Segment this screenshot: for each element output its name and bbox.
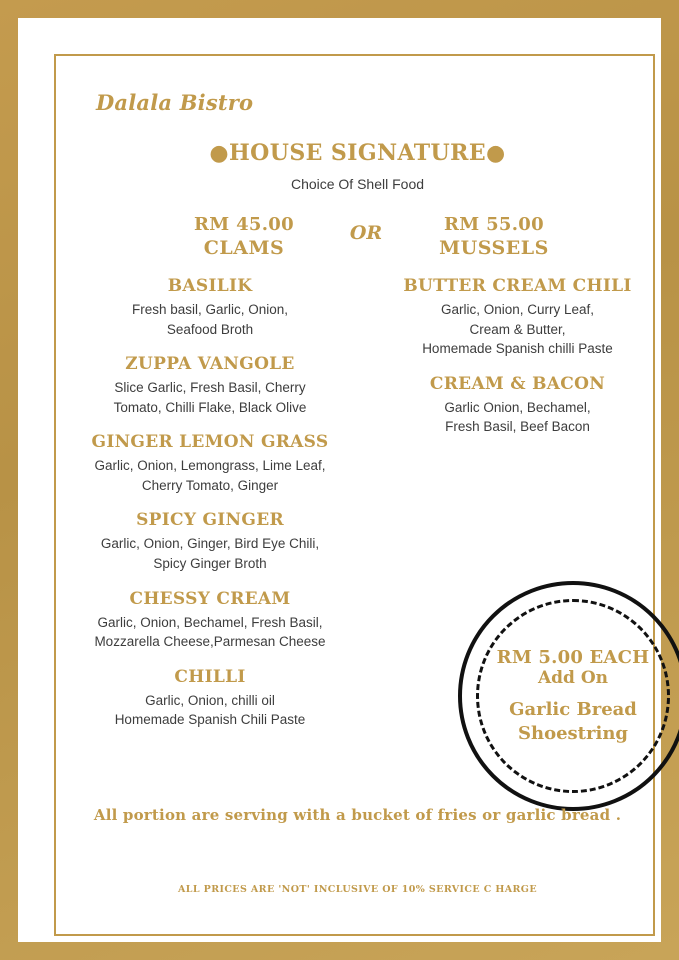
menu-item-desc: Garlic, Onion, Curry Leaf, Cream & Butter, Homemade Spanish chilli Paste bbox=[422, 302, 613, 357]
menu-item bbox=[374, 276, 661, 359]
menu-content bbox=[54, 54, 661, 942]
menu-item-desc: Garlic Onion, Bechamel, Fresh Basil, Beef Bacon bbox=[444, 399, 591, 435]
menu-item-name: CHILLI bbox=[174, 666, 246, 687]
menu-item bbox=[60, 510, 360, 573]
price-option-mussels bbox=[384, 214, 604, 260]
menu-item bbox=[60, 276, 360, 339]
price-amount: RM 45.00 bbox=[194, 214, 294, 235]
price-name: CLAMS bbox=[203, 236, 285, 259]
menu-item-desc: Fresh basil, Garlic, Onion, Seafood Broth bbox=[131, 302, 289, 337]
price-option-clams bbox=[144, 214, 344, 260]
service-charge-footer: ALL PRICES ARE 'NOT' INCLUSIVE OF 10% SERVICE C HARGE bbox=[178, 884, 537, 895]
menu-item-desc: Garlic, Onion, chilli oil Homemade Spanish Chili Paste bbox=[114, 692, 306, 728]
add-on-stamp-inner bbox=[476, 599, 670, 793]
price-amount: RM 55.00 bbox=[444, 214, 544, 235]
menu-item-desc: Garlic, Onion, Bechamel, Fresh Basil, Mozzarella Cheese,Parmesan Cheese bbox=[94, 614, 326, 650]
menu-item bbox=[60, 354, 360, 417]
menu-page bbox=[18, 18, 661, 942]
section-subtitle: Choice Of Shell Food bbox=[290, 176, 425, 192]
menu-item bbox=[374, 374, 661, 437]
add-on-item-1: Garlic Bread bbox=[509, 699, 637, 721]
price-name: MUSSELS bbox=[439, 236, 549, 259]
menu-item-desc: Slice Garlic, Fresh Basil, Cherry Tomato, Chilli Flake, Black Olive bbox=[113, 380, 307, 415]
menu-item bbox=[60, 432, 360, 495]
add-on-item-2: Shoestring bbox=[518, 722, 628, 744]
price-row bbox=[54, 210, 661, 270]
menu-column-left bbox=[60, 276, 360, 745]
add-on-price: RM 5.00 EACH bbox=[496, 647, 650, 669]
restaurant-name: Dalala Bistro bbox=[96, 90, 254, 115]
menu-item-desc: Garlic, Onion, Lemongrass, Lime Leaf, Cherry Tomato, Ginger bbox=[94, 458, 326, 493]
add-on-stamp bbox=[458, 581, 679, 811]
menu-column-right bbox=[374, 276, 661, 452]
section-title-house-signature: ●HOUSE SIGNATURE● bbox=[209, 140, 506, 166]
add-on-label: Add On bbox=[537, 668, 609, 689]
menu-item-name: CREAM & BACON bbox=[429, 373, 606, 394]
menu-item bbox=[60, 589, 360, 652]
menu-item-name: ZUPPA VANGOLE bbox=[125, 354, 295, 375]
portion-note: All portion are serving with a bucket of fries or garlic bread . bbox=[93, 806, 622, 824]
or-separator: OR bbox=[349, 222, 383, 244]
menu-item bbox=[60, 667, 360, 730]
menu-item-name: BUTTER CREAM CHILI bbox=[403, 276, 632, 296]
menu-item-name: SPICY GINGER bbox=[136, 510, 284, 531]
menu-item-name: BASILIK bbox=[167, 276, 253, 296]
menu-item-desc: Garlic, Onion, Ginger, Bird Eye Chili, Spicy Ginger Broth bbox=[100, 536, 320, 571]
menu-item-name: CHESSY CREAM bbox=[129, 588, 291, 609]
menu-item-name: GINGER LEMON GRASS bbox=[91, 432, 329, 453]
